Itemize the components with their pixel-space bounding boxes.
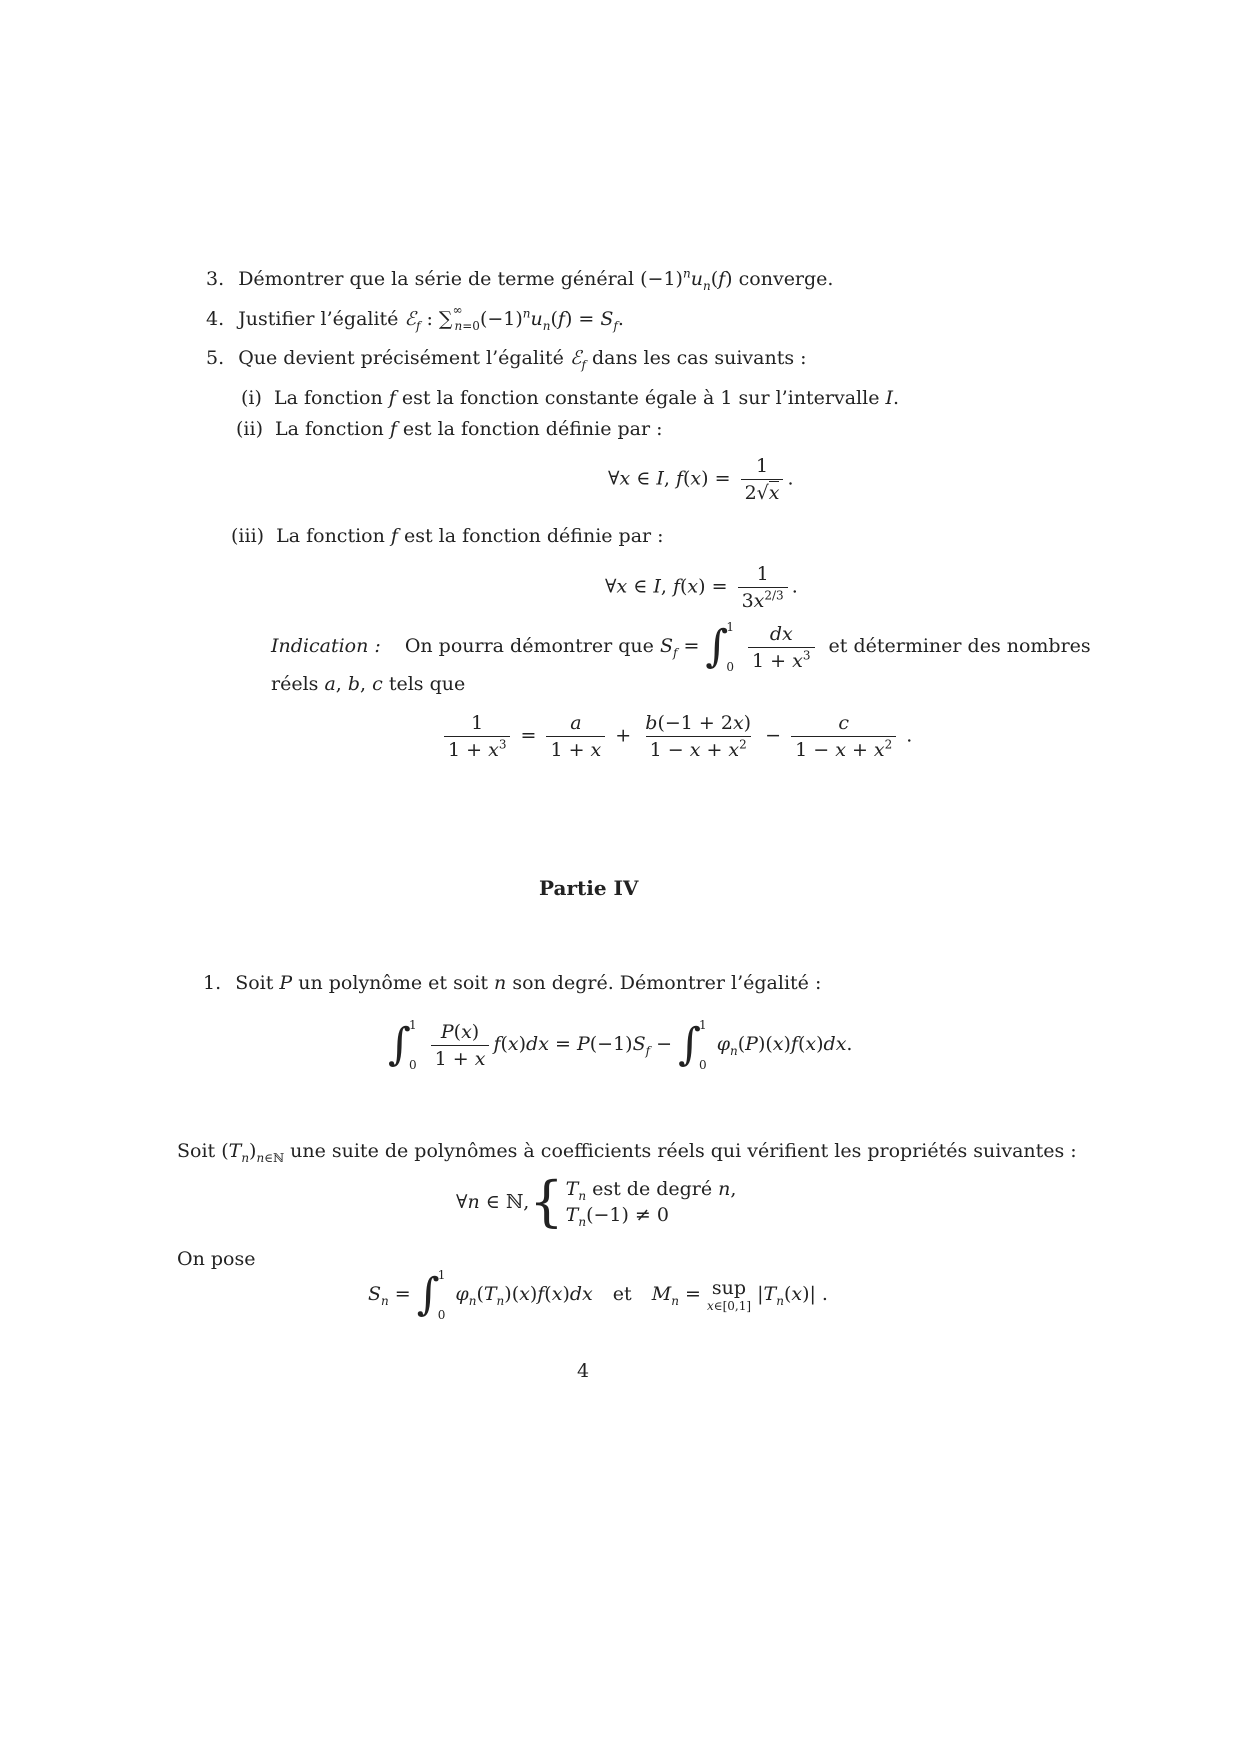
indication-text-b: et déterminer des nombres — [828, 635, 1091, 657]
section-title: Partie IV — [539, 876, 639, 900]
case-i: (i) La fonction f est la fonction constante égale à 1 sur l’intervalle I. — [241, 387, 900, 409]
page-number: 4 — [577, 1360, 590, 1382]
math-I: I — [885, 387, 894, 409]
item-text: Que devient précisément l’égalité — [238, 347, 564, 369]
math-f: f — [388, 387, 396, 409]
indication-text-c: réels — [271, 673, 319, 695]
case-ii — [236, 418, 663, 440]
case-iii — [231, 525, 664, 547]
item-number: 1. — [203, 972, 222, 994]
case-text-b: est la fonction définie par : — [402, 418, 663, 440]
case-text-a: La fonction — [276, 525, 385, 547]
math-expr: ℰ$_f$ : $\sum^\infty_{n=0}(-1)^nu_n(f) = S_f$. — [404, 302, 624, 333]
case-text-b: est la fonction définie par : — [403, 525, 664, 547]
item-text-c: son degré. Démontrer l’égalité : — [512, 972, 822, 994]
case-text-b: est la fonction constante égale à 1 sur l’intervalle — [401, 387, 880, 409]
formula-iii: ∀x ∈ I, f(x) = $\frac{1}{3x^{2/3}}$ . — [605, 563, 798, 612]
et-text: et — [612, 1283, 632, 1305]
item-text-end: dans les cas suivants : — [591, 347, 807, 369]
math-f: f — [390, 525, 398, 547]
item-number: 4. — [206, 308, 225, 330]
item-text-b: un polynôme et soit — [298, 972, 488, 994]
item-text: Démontrer que la série de terme général — [238, 268, 635, 290]
indication-line: Indication : On pourra démontrer que $S_f$ = ∫ 1 0 $\frac{dx}{1 + x^3}$ et déterminer des nombres — [271, 620, 1091, 674]
item-4 — [206, 302, 624, 333]
indication-line-2: réels a, b, c tels que — [271, 673, 466, 695]
math-expr: $(-1)^nu_n(f)$ — [640, 266, 733, 293]
case-number: (i) — [241, 387, 262, 409]
indication-text-d: tels que — [388, 673, 466, 695]
sequence-definition: Soit $(T_n)_{n\in ℕ}$ une suite de polynômes à coefficients réels qui vérifient les propriétés suivantes : — [177, 1140, 1077, 1165]
math-expr: ℰ$_f$ — [569, 347, 586, 372]
case-text-a: La fonction — [275, 418, 384, 440]
seq-text-a: Soit — [177, 1140, 216, 1162]
part4-item-1: 1. Soit P un polynôme et soit n son degré. Démontrer l’égalité : — [203, 972, 822, 994]
formula-partial-fractions: $\frac{1}{1 + x^3}$ = $\frac{a}{1 + x}$ + $\frac{b(-1 + 2x)}{1 - x + x^2}$ − $\frac{c}{1 - x + x^2}$ . — [440, 712, 912, 761]
on-pose: On pose — [177, 1248, 256, 1270]
math-f: f — [389, 418, 397, 440]
item-3 — [206, 266, 834, 293]
formula-definitions: $S_n$ = ∫ 1 0 $\varphi_n(T_n)(x)f(x)dx$ et $M_n$ = sup x∈[0,1] $|T_n(x)|$ . — [368, 1268, 828, 1322]
formula-system: ∀n ∈ ℕ, { $T_n$ est de degré n, $T_n(-1) \ne 0$ — [456, 1170, 737, 1233]
item-number: 5. — [206, 347, 225, 369]
item-5 — [206, 347, 807, 372]
indication-text-a: On pourra démontrer que — [404, 635, 654, 657]
case-number: (iii) — [231, 525, 265, 547]
item-text: Justifier l’égalité — [238, 308, 399, 330]
indication-label: Indication : — [271, 635, 381, 657]
prop-text: est de degré — [592, 1178, 713, 1200]
item-text-end: converge. — [738, 268, 834, 290]
item-number: 3. — [206, 268, 225, 290]
case-number: (ii) — [236, 418, 263, 440]
case-text-a: La fonction — [273, 387, 383, 409]
item-text: Soit — [235, 972, 274, 994]
seq-text-b: une suite de polynômes à coefficients réels qui vérifient les propriétés suivantes : — [290, 1140, 1077, 1162]
formula-part4-1: ∫ 1 0 $\frac{P(x)}{1 + x}$ $f(x)dx = P(-1)S_f$ − ∫ 1 0 $\varphi_n(P)(x)f(x)dx$. — [388, 1018, 853, 1072]
formula-ii: ∀x ∈ I, f(x) = $\frac{1}{2√x}$ . — [608, 455, 794, 504]
